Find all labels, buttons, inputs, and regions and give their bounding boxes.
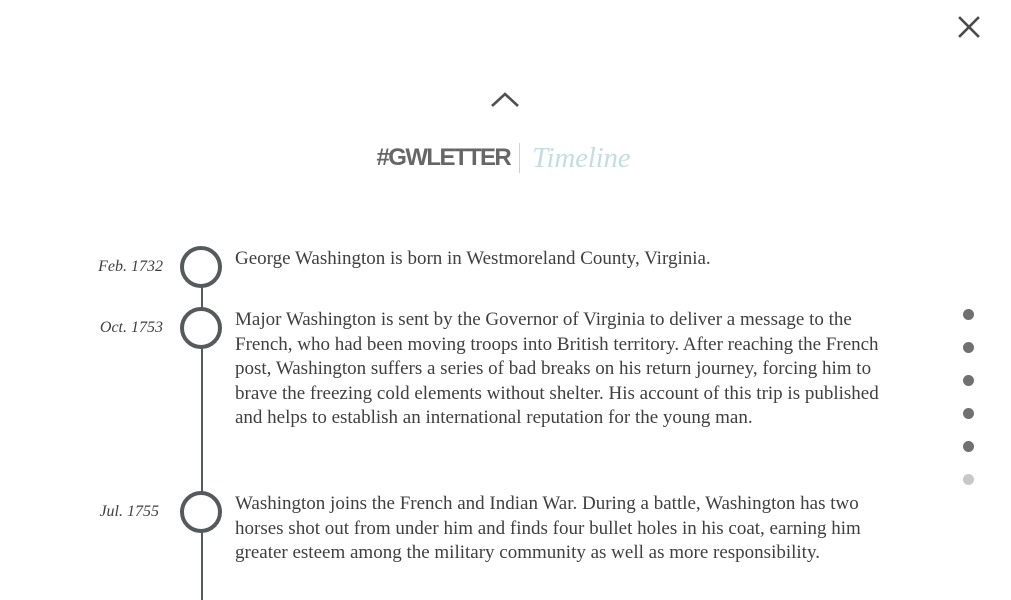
event-description: George Washington is born in Westmoreland County, Virginia.: [235, 248, 711, 269]
pager-dot[interactable]: [963, 408, 974, 419]
pager-dot[interactable]: [963, 375, 974, 386]
pager-dot[interactable]: [963, 342, 974, 353]
page-title: Timeline: [532, 141, 631, 174]
event-date: Oct. 1753: [99, 319, 163, 336]
brand-hashtag: #GWLETTER: [376, 144, 511, 171]
event-date: Jul. 1755: [99, 503, 159, 520]
event-description: Major Washington is sent by the Governor of Virginia to deliver a message to the French, who had been moving troops into British territory. After reaching the French post, Washington suffers a series of bad breaks on his return journey, forcing him to brave the freezing cold elements without shelter. His account of this trip is published and helps to establish an international reputation for the young man.: [235, 309, 879, 429]
section-pager: [963, 309, 975, 507]
pager-dot-current[interactable]: [963, 474, 974, 485]
pager-dot[interactable]: [963, 309, 974, 320]
event-description: Washington joins the French and Indian War. During a battle, Washington has two horses shot out from under him and finds four bullet holes in his coat, earning him greater esteem among the military community as well as more responsibility.: [235, 493, 861, 564]
event-date: Feb. 1732: [98, 258, 163, 275]
event-marker: [180, 307, 222, 349]
event-marker: [180, 491, 222, 533]
pager-dot[interactable]: [963, 441, 974, 452]
event-marker: [180, 246, 222, 288]
